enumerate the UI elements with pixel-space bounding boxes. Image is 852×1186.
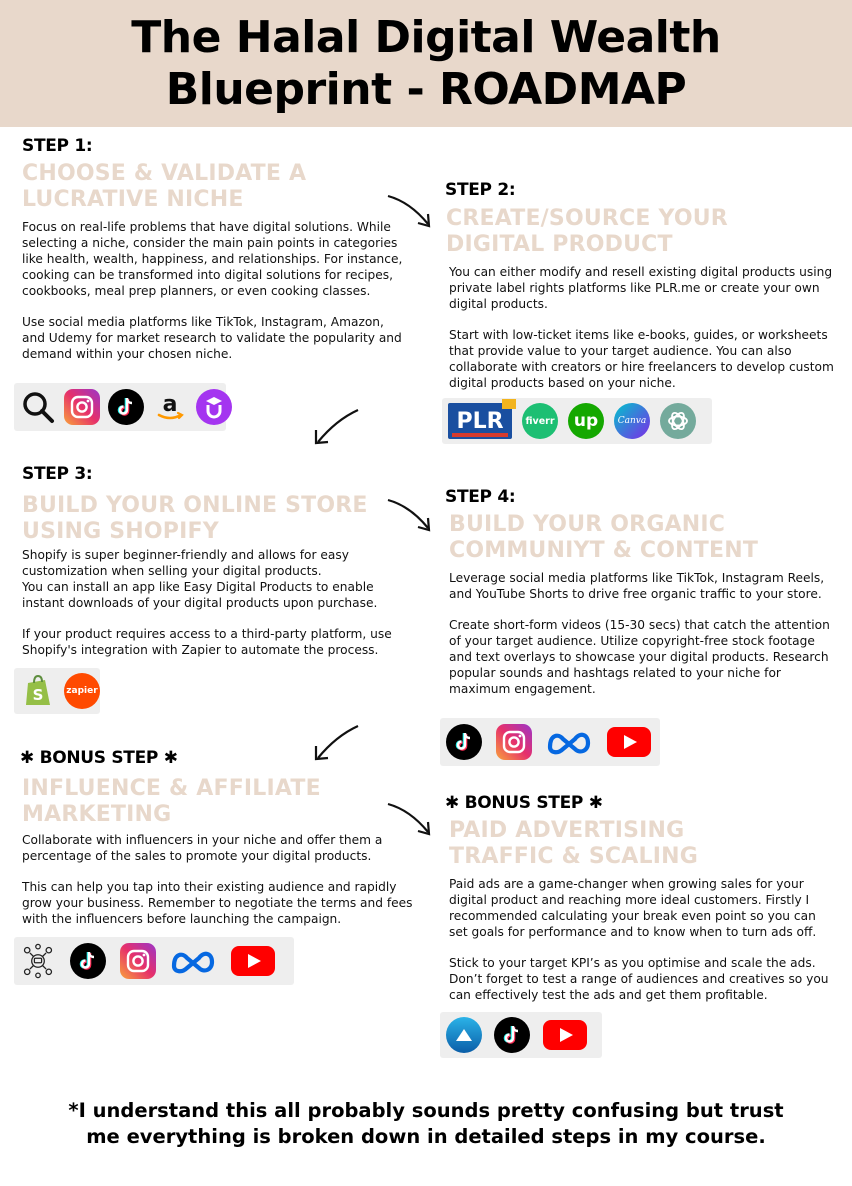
- bonus2-title-line-2: TRAFFIC & SCALING: [449, 844, 698, 869]
- upwork-icon-text: up: [573, 411, 599, 431]
- plr-logo-badge: [502, 399, 516, 409]
- step4-paragraph-1: Leverage social media platforms like TikTok, Instagram Reels, and YouTube Shorts to drive free organic traffic to your store.: [449, 571, 825, 601]
- youtube-icon: [542, 1017, 588, 1053]
- step2-title: [446, 206, 728, 258]
- step1-icon-bar: [14, 383, 226, 431]
- step3-paragraph-2: If your product requires access to a third-party platform, use Shopify's integration with Zapier to automate the process.: [22, 627, 392, 657]
- footer-line-1: *I understand this all probably sounds pretty confusing but trust: [68, 1099, 784, 1122]
- step2-paragraph-2: Start with low-ticket items like e-books, guides, or worksheets that provide value to your target audience. You can also collaborate with creators or hire freelancers to develop custom digital products based on your niche.: [449, 328, 834, 390]
- bonus1-paragraph-1: Collaborate with influencers in your niche and offer them a percentage of the sales to promote your digital products.: [22, 833, 383, 863]
- step3-description: [22, 547, 414, 673]
- arrow-step4-to-bonus1: [310, 722, 362, 764]
- network-icon: [20, 943, 56, 979]
- bonus1-label: ✱ BONUS STEP ✱: [20, 748, 178, 768]
- step3-paragraph-1b: You can install an app like Easy Digital Products to enable instant downloads of your digital products upon purchase.: [22, 580, 378, 610]
- bonus1-paragraph-2: This can help you tap into their existing audience and rapidly grow your business. Remember to negotiate the terms and fees with the influencers before launching the campaign.: [22, 880, 413, 926]
- arrow-step3-to-step4: [384, 494, 436, 536]
- bonus2-paragraph-1: Paid ads are a game-changer when growing sales for your digital product and reaching more ideal customers. Firstly I recommended calculating your break even point so you can set goals for performance and to know when to turn ads off.: [449, 877, 817, 939]
- bonus2-paragraph-2: Stick to your target KPI’s as you optimise and scale the ads. Don’t forget to test a range of audiences and creatives so you can effectively test the ads and get them profitable.: [449, 956, 829, 1002]
- fiverr-icon: [522, 403, 558, 439]
- step2-title-line-2: DIGITAL PRODUCT: [446, 232, 673, 257]
- instagram-icon: [120, 943, 156, 979]
- step4-title-line-1: BUILD YOUR ORGANIC: [449, 512, 726, 537]
- bonus2-title-line-1: PAID ADVERTISING: [449, 818, 685, 843]
- step2-paragraph-1: You can either modify and resell existing digital products using private label rights platforms like PLR.me or create your own digital products.: [449, 265, 833, 311]
- search-icon: [20, 389, 56, 425]
- step3-title: [22, 493, 368, 545]
- step4-description: [449, 570, 835, 712]
- shopify-icon: [20, 673, 56, 709]
- zapier-icon-text: zapier: [66, 686, 98, 696]
- tiktok-icon: [108, 389, 144, 425]
- arrow-step1-to-step2: [384, 190, 436, 232]
- step3-title-line-2: USING SHOPIFY: [22, 519, 219, 544]
- step1-paragraph-1: Focus on real-life problems that have digital solutions. While selecting a niche, consider the main pain points in categories like health, wealth, happiness, and relationships. For instance, cooking can be transformed into digital solutions for recipes, cookbooks, meal prep planners, or even cooking classes.: [22, 220, 403, 298]
- zapier-icon: [64, 673, 100, 709]
- ads-icon: [446, 1017, 482, 1053]
- title-line-1: The Halal Digital Wealth: [131, 12, 721, 63]
- bonus1-description: [22, 832, 414, 942]
- svg-text:a: a: [162, 392, 178, 417]
- title-line-2: Blueprint - ROADMAP: [165, 64, 687, 115]
- step2-icon-bar: [442, 398, 712, 444]
- step4-paragraph-2: Create short-form videos (15-30 secs) that catch the attention of your target audience. Utilize copyright-free stock footage and text overlays to showcase your digital products. Research popular sounds and hashtags related to your niche for maximum engagement.: [449, 618, 830, 696]
- instagram-icon: [64, 389, 100, 425]
- chatgpt-icon: [660, 403, 696, 439]
- udemy-icon: [196, 389, 232, 425]
- instagram-icon: [496, 724, 532, 760]
- tiktok-icon: [494, 1017, 530, 1053]
- step3-title-line-1: BUILD YOUR ONLINE STORE: [22, 493, 368, 518]
- step3-paragraph-1: Shopify is super beginner-friendly and allows for easy customization when selling your digital products.: [22, 548, 349, 578]
- bonus1-title-line-1: INFLUENCE & AFFILIATE: [22, 776, 321, 801]
- step1-title-line-2: LUCRATIVE NICHE: [22, 187, 244, 212]
- meta-icon: [170, 943, 216, 979]
- footer-line-2: me everything is broken down in detailed steps in my course.: [86, 1125, 766, 1148]
- svg-text:S: S: [32, 686, 44, 704]
- meta-icon: [546, 724, 592, 760]
- fiverr-icon-text: fiverr: [525, 415, 555, 427]
- arrow-step2-to-step3: [310, 406, 362, 448]
- canva-icon-text: Canva: [617, 416, 647, 426]
- plr-logo-stripe: [452, 433, 508, 437]
- bonus2-title: [449, 818, 698, 870]
- step3-icon-bar: [14, 668, 100, 714]
- step2-label: STEP 2:: [445, 180, 516, 200]
- step1-paragraph-2: Use social media platforms like TikTok, Instagram, Amazon, and Udemy for market research to validate the popularity and demand within your chosen niche.: [22, 315, 402, 361]
- bonus1-title: [22, 776, 321, 828]
- youtube-icon: [606, 724, 652, 760]
- bonus1-title-line-2: MARKETING: [22, 802, 172, 827]
- step1-title-line-1: CHOOSE & VALIDATE A: [22, 161, 307, 186]
- plr-logo-text: PLR: [456, 408, 504, 434]
- step1-title: [22, 161, 306, 213]
- bonus2-icon-bar: [440, 1012, 602, 1058]
- arrow-bonus1-to-bonus2: [384, 798, 436, 840]
- upwork-icon: [568, 403, 604, 439]
- step4-label: STEP 4:: [445, 487, 516, 507]
- footer-note: [40, 1098, 812, 1150]
- bonus2-description: [449, 876, 837, 1018]
- header-banner: [0, 0, 852, 127]
- step1-label: STEP 1:: [22, 136, 93, 156]
- step2-title-line-1: CREATE/SOURCE YOUR: [446, 206, 728, 231]
- step3-label: STEP 3:: [22, 464, 93, 484]
- page-title: [0, 12, 852, 116]
- step2-description: [449, 264, 835, 406]
- tiktok-icon: [70, 943, 106, 979]
- step1-description: [22, 219, 410, 377]
- tiktok-icon: [446, 724, 482, 760]
- youtube-icon: [230, 943, 276, 979]
- plr-logo: [448, 403, 512, 439]
- step4-title-line-2: COMMUNIYT & CONTENT: [449, 538, 759, 563]
- bonus1-icon-bar: [14, 937, 294, 985]
- canva-icon: [614, 403, 650, 439]
- step4-title: [449, 512, 758, 564]
- step4-icon-bar: [440, 718, 660, 766]
- amazon-icon: [152, 389, 188, 425]
- bonus2-label: ✱ BONUS STEP ✱: [445, 793, 603, 813]
